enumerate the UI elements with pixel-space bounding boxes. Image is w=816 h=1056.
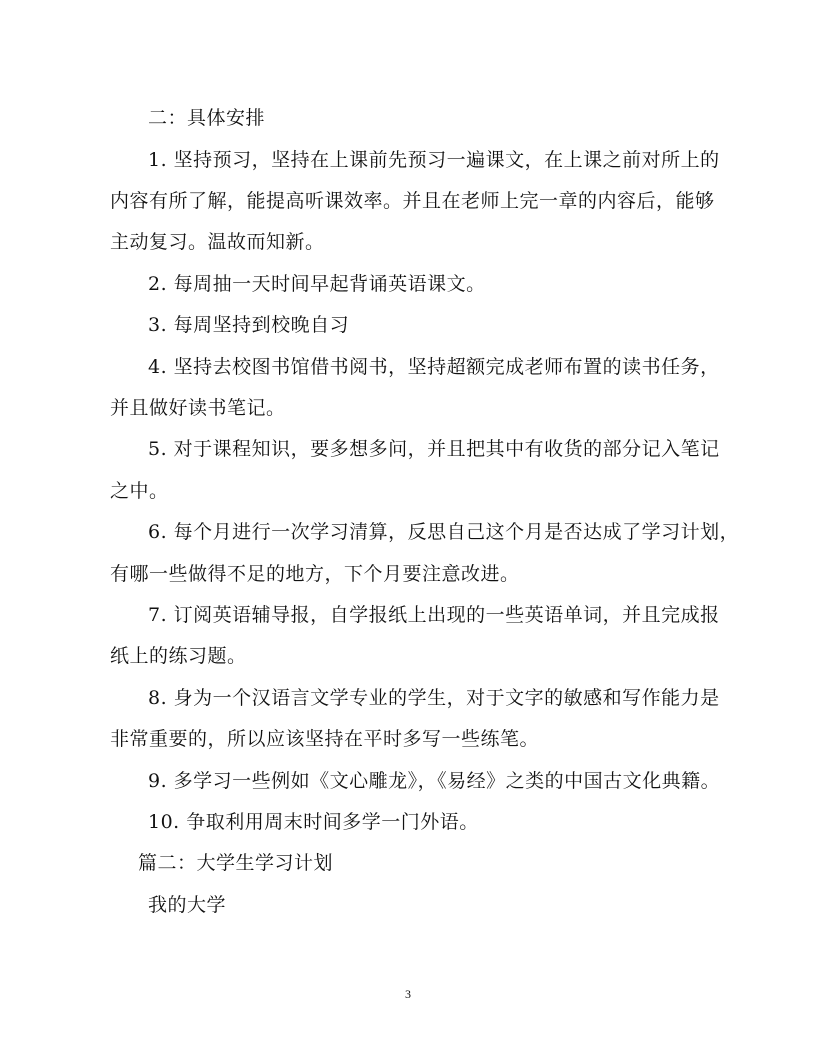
list-item-line: 2. 每周抽一天时间早起背诵英语课文。 [148,273,486,295]
list-item-line: 4. 坚持去校图书馆借书阅书，坚持超额完成老师布置的读书任务， [148,356,720,378]
list-item-line: 之中。 [110,480,169,502]
part-title: 篇二：大学生学习计划 [138,852,334,874]
list-item-line: 7. 订阅英语辅导报，自学报纸上出现的一些英语单词，并且完成报 [148,604,720,626]
list-item-line: 主动复习。温故而知新。 [110,231,325,253]
list-item-line: 非常重要的，所以应该坚持在平时多写一些练笔。 [110,728,540,750]
list-item-line: 内容有所了解，能提高听课效率。并且在老师上完一章的内容后，能够 [110,190,715,212]
list-item-line: 5. 对于课程知识，要多想多问，并且把其中有收货的部分记入笔记 [148,438,720,460]
list-item-line: 10. 争取利用周末时间多学一门外语。 [148,811,479,833]
list-item-line: 8. 身为一个汉语言文学专业的学生，对于文字的敏感和写作能力是 [148,687,720,709]
list-item-line: 3. 每周坚持到校晚自习 [148,314,350,336]
sub-title: 我的大学 [148,894,227,916]
list-item-line: 纸上的练习题。 [110,645,247,667]
list-item-line: 1. 坚持预习，坚持在上课前先预习一遍课文，在上课之前对所上的 [148,149,720,171]
page-number: 3 [405,987,411,1001]
list-item-line: 6. 每个月进行一次学习清算，反思自己这个月是否达成了学习计划， [148,521,740,543]
list-item-line: 9. 多学习一些例如《文心雕龙》，《易经》之类的中国古文化典籍。 [148,770,721,792]
section-heading: 二：具体安排 [148,107,266,129]
list-item-line: 并且做好读书笔记。 [110,397,286,419]
list-item-line: 有哪一些做得不足的地方，下个月要注意改进。 [110,563,520,585]
